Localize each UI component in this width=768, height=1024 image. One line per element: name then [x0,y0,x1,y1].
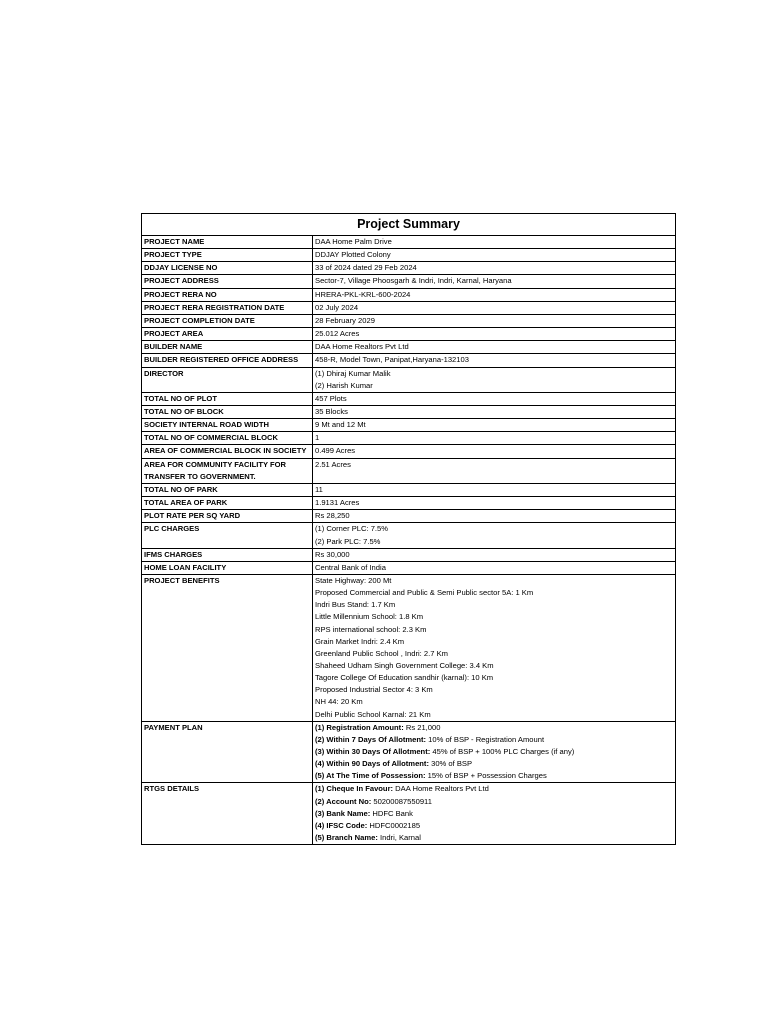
row-label: BUILDER NAME [142,341,313,354]
value-line [315,406,673,418]
table-row [142,301,675,314]
row-label: SOCIETY INTERNAL ROAD WIDTH [142,419,313,432]
value-line [315,783,673,795]
value-line [315,672,673,684]
row-value [313,354,676,367]
value-line [315,832,673,844]
row-value [313,445,676,458]
row-value [313,314,676,327]
row-value [313,301,676,314]
row-value [313,288,676,301]
value-line-key: (5) At The Time of Possession: [315,771,426,781]
value-line-text: DAA Home Realtors Pvt Ltd [315,342,409,352]
table-row [142,497,675,510]
row-label: TOTAL AREA OF PARK [142,497,313,510]
value-line [315,249,673,261]
value-line-text: (1) Dhiraj Kumar Malik [315,368,391,378]
table-row [142,783,675,844]
value-line-text: 15% of BSP + Possession Charges [425,771,547,781]
row-value [313,419,676,432]
row-value [313,432,676,445]
table-row [142,419,675,432]
value-line-text: (2) Harish Kumar [315,380,373,390]
table-row [142,561,675,574]
value-line-text: NH 44: 20 Km [315,697,363,707]
value-line-text: Indri, Karnal [377,832,421,842]
value-line-text: Greenland Public School , Indri: 2.7 Km [315,648,448,658]
value-line [315,599,673,611]
value-line [315,523,673,535]
table-row [142,249,675,262]
value-line [315,328,673,340]
value-line [315,820,673,832]
row-label: PROJECT COMPLETION DATE [142,314,313,327]
row-value [313,783,676,844]
value-line [315,419,673,431]
value-line-text: Indri Bus Stand: 1.7 Km [315,600,396,610]
value-line-key: (4) Within 90 Days of Allotment: [315,759,429,769]
value-line-text: Tagore College Of Education sandhir (karnal): 10 Km [315,673,494,683]
value-line [315,302,673,314]
value-line-text: 33 of 2024 dated 29 Feb 2024 [315,263,417,273]
value-line-text: DAA Home Realtors Pvt Ltd [393,784,489,794]
value-line-key: (4) IFSC Code: [315,820,368,830]
value-line [315,262,673,274]
value-line [315,484,673,496]
value-line [315,808,673,820]
value-line-text: 0.499 Acres [315,446,356,456]
value-line-text: 9 Mt and 12 Mt [315,420,366,430]
value-line [315,648,673,660]
value-line [315,368,673,380]
row-label: PAYMENT PLAN [142,721,313,783]
value-line-text: State Highway: 200 Mt [315,576,392,585]
value-line [315,758,673,770]
value-line [315,575,673,587]
value-line-key: (3) Bank Name: [315,808,371,818]
value-line [315,236,673,248]
value-line [315,510,673,522]
table-row [142,275,675,288]
row-label: PROJECT BENEFITS [142,575,313,722]
table-row [142,432,675,445]
row-value [313,367,676,392]
table-row [142,341,675,354]
table-row [142,548,675,561]
row-label: HOME LOAN FACILITY [142,561,313,574]
value-line [315,660,673,672]
value-line-key: (2) Account No: [315,796,372,806]
row-value [313,262,676,275]
summary-table [142,236,675,844]
value-line-key: (1) Cheque In Favour: [315,784,394,794]
row-label: PROJECT RERA REGISTRATION DATE [142,301,313,314]
value-line-text: Rs 28,250 [315,511,350,521]
value-line-text: DAA Home Palm Drive [315,237,392,246]
row-label: AREA FOR COMMUNITY FACILITY FOR TRANSFER TO GOVERNMENT. [142,458,313,483]
value-line-key: (2) Within 7 Days Of Allotment: [315,734,427,744]
row-value [313,548,676,561]
row-value [313,575,676,722]
value-line-text: Proposed Commercial and Public & Semi Public sector 5A: 1 Km [315,588,534,598]
value-line-text: HRERA-PKL-KRL-600-2024 [315,289,411,299]
value-line-text: 28 February 2029 [315,315,375,325]
value-line [315,315,673,327]
row-label: TOTAL NO OF BLOCK [142,406,313,419]
value-line-key: (5) Branch Name: [315,832,378,842]
value-line [315,611,673,623]
value-line-text: DDJAY Plotted Colony [315,250,391,260]
value-line-text: 457 Plots [315,393,347,403]
table-row [142,445,675,458]
value-line [315,445,673,457]
table-row [142,523,675,548]
table-row [142,314,675,327]
table-row [142,354,675,367]
row-label: IFMS CHARGES [142,548,313,561]
table-row [142,328,675,341]
table-row [142,262,675,275]
table-row [142,575,675,722]
row-label: AREA OF COMMERCIAL BLOCK IN SOCIETY [142,445,313,458]
row-value [313,392,676,405]
value-line [315,709,673,721]
value-line [315,562,673,574]
value-line-text: Shaheed Udham Singh Government College: 3.4 Km [315,660,494,670]
value-line [315,471,673,483]
row-value [313,249,676,262]
value-line-text: Rs 21,000 [403,722,441,732]
value-line-text: Grain Market Indri: 2.4 Km [315,636,405,646]
value-line-text: 1 [315,433,320,443]
value-line [315,432,673,444]
row-label: BUILDER REGISTERED OFFICE ADDRESS [142,354,313,367]
value-line-text: 35 Blocks [315,407,348,416]
project-summary-sheet [141,213,676,845]
value-line-text: 25.012 Acres [315,329,360,339]
value-line [315,696,673,708]
row-label: PLC CHARGES [142,523,313,548]
value-line-text: 2.51 Acres [315,459,351,469]
value-line-text: (2) Park PLC: 7.5% [315,536,381,546]
value-line-key: (3) Within 30 Days Of Allotment: [315,746,431,756]
value-line-text: Sector-7, Village Phoosgarh & Indri, Indri, Karnal, Haryana [315,276,512,286]
value-line [315,734,673,746]
row-value [313,497,676,510]
row-value [313,510,676,523]
row-value [313,523,676,548]
value-line [315,354,673,366]
value-line [315,289,673,301]
row-label: PROJECT NAME [142,236,313,249]
value-line [315,341,673,353]
value-line [315,746,673,758]
row-value [313,406,676,419]
row-label: TOTAL NO OF PLOT [142,392,313,405]
table-row [142,458,675,483]
row-value [313,275,676,288]
row-value [313,721,676,783]
table-row [142,288,675,301]
value-line [315,624,673,636]
row-label: RTGS DETAILS [142,783,313,844]
value-line [315,536,673,548]
value-line-text: HDFC Bank [370,808,413,818]
value-line [315,722,673,734]
value-line-text: Central Bank of India [315,562,386,572]
value-line [315,380,673,392]
value-line [315,684,673,696]
value-line [315,275,673,287]
table-row [142,236,675,249]
value-line-text: (1) Corner PLC: 7.5% [315,524,389,534]
row-value [313,236,676,249]
row-label: PROJECT RERA NO [142,288,313,301]
row-label: TOTAL NO OF COMMERCIAL BLOCK [142,432,313,445]
value-line-text: Proposed Industrial Sector 4: 3 Km [315,685,433,695]
table-row [142,367,675,392]
row-label: PROJECT TYPE [142,249,313,262]
value-line-text: 1.9131 Acres [315,498,360,508]
value-line-text: 458-R, Model Town, Panipat,Haryana-132103 [315,355,469,365]
row-value [313,458,676,483]
value-line-text: 50200087550911 [371,796,432,806]
value-line [315,497,673,509]
table-row [142,392,675,405]
value-line [315,587,673,599]
value-line-text: Delhi Public School Karnal: 21 Km [315,709,431,719]
value-line [315,770,673,782]
value-line [315,459,673,471]
table-row [142,483,675,496]
row-value [313,561,676,574]
row-value [313,341,676,354]
value-line-text: 11 [315,484,323,494]
value-line-text: RPS international school: 2.3 Km [315,624,427,634]
row-label: DDJAY LICENSE NO [142,262,313,275]
value-line-text: 45% of BSP + 100% PLC Charges (if any) [430,746,575,756]
value-line-text: 02 July 2024 [315,302,359,312]
row-label: DIRECTOR [142,367,313,392]
value-line [315,393,673,405]
value-line-text: 30% of BSP [428,759,473,769]
table-row [142,406,675,419]
value-line-text: Little Millennium School: 1.8 Km [315,612,424,622]
value-line [315,636,673,648]
row-label: PLOT RATE PER SQ YARD [142,510,313,523]
value-line-text: 10% of BSP - Registration Amount [426,734,545,744]
row-value [313,328,676,341]
table-row [142,721,675,783]
value-line [315,549,673,561]
value-line-key: (1) Registration Amount: [315,722,404,732]
row-value [313,483,676,496]
row-label: TOTAL NO OF PARK [142,483,313,496]
sheet-title: Project Summary [142,214,675,236]
row-label: PROJECT AREA [142,328,313,341]
value-line [315,796,673,808]
value-line-text: HDFC0002185 [367,820,421,830]
value-line-text: Rs 30,000 [315,549,350,559]
row-label: PROJECT ADDRESS [142,275,313,288]
table-row [142,510,675,523]
